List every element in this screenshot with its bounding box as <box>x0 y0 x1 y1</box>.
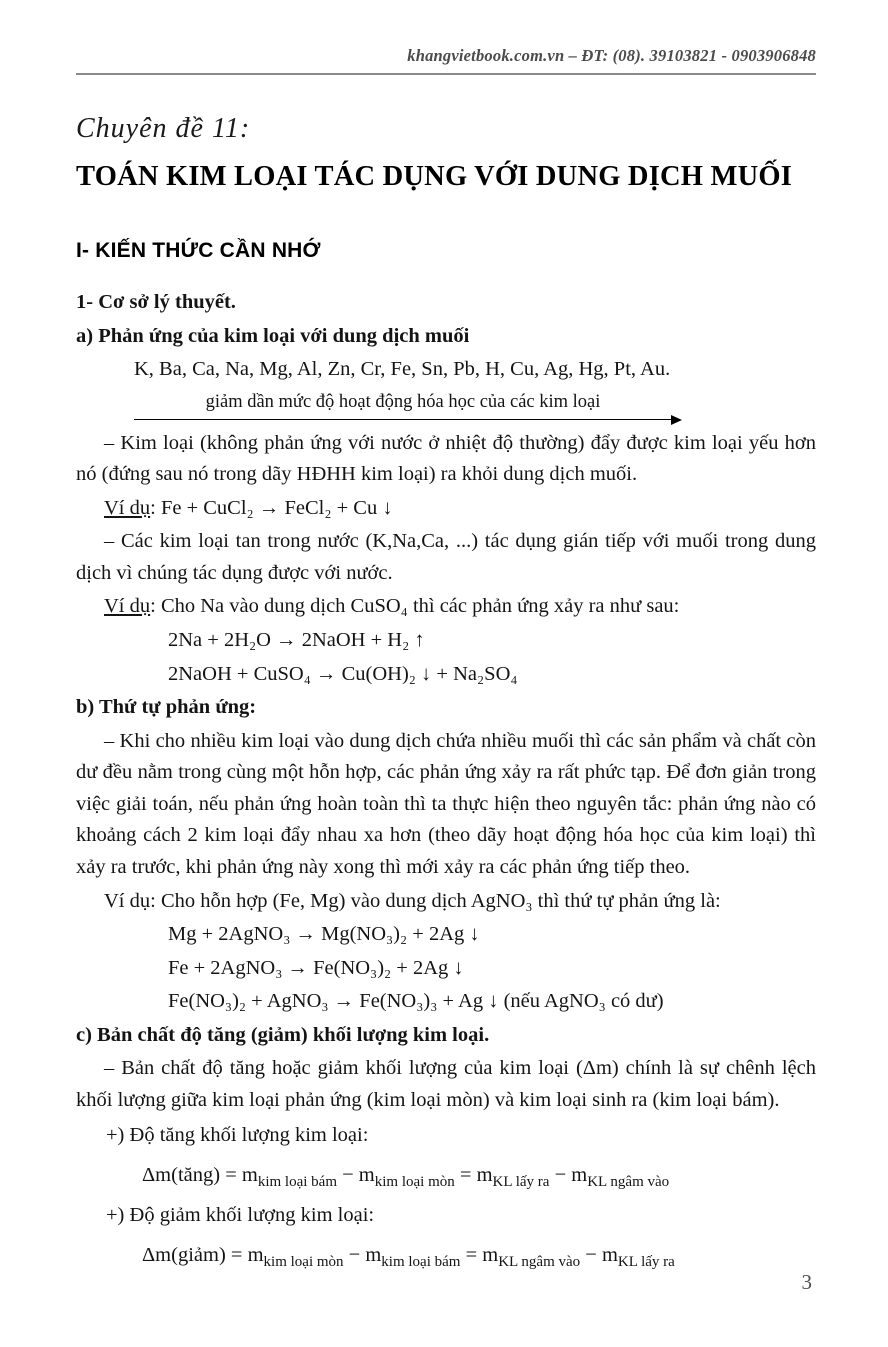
example-text: Cho hỗn hợp (Fe, Mg) vào dung dịch AgNO₃ thì thứ tự phản ứng là: <box>155 889 721 912</box>
part-c-heading: c) Bản chất độ tăng (giảm) khối lượng kim loại. <box>76 1023 490 1046</box>
example-label: Ví dụ <box>104 496 151 519</box>
formula-subscript: kim loại mòn <box>374 1174 455 1191</box>
subsection-heading: 1- Cơ sở lý thuyết. <box>76 291 236 313</box>
page-title: TOÁN KIM LOẠI TÁC DỤNG VỚI DUNG DỊCH MUỐI <box>76 161 793 192</box>
part-c-paragraph: – Bản chất độ tăng hoặc giảm khối lượng của kim loại (Δm) chính là sự chênh lệch khối lượng giữa kim loại phản ứng (kim loại mòn) và kim loại sinh ra (kim loại bám). <box>76 1057 816 1111</box>
arrow-right-icon <box>671 415 682 425</box>
part-a-example-2 <box>76 591 816 623</box>
activity-series-arrow <box>134 390 682 420</box>
increase-formula <box>142 1160 816 1194</box>
document-content <box>76 287 816 1274</box>
equation: 2NaOH + CuSO₄ → Cu(OH)₂ ↓ + Na₂SO₄ <box>168 662 518 685</box>
formula-text: − m <box>549 1164 588 1187</box>
example-label: Ví dụ: <box>104 889 156 912</box>
part-a-heading: a) Phản ứng của kim loại với dung dịch muối <box>76 324 470 347</box>
part-b-heading: b) Thứ tự phản ứng: <box>76 696 257 719</box>
formula-text: Δm(tăng) = m <box>142 1164 258 1187</box>
section-heading: I- KIẾN THỨC CẦN NHỚ <box>76 239 321 262</box>
part-a-example-1 <box>76 493 816 525</box>
formula-subscript: KL ngâm vào <box>498 1253 581 1270</box>
formula-text: Δm(giảm) = m <box>142 1243 264 1266</box>
increase-label: +) Độ tăng khối lượng kim loại: <box>106 1124 369 1147</box>
header-site-info: khangvietbook.com.vn – ĐT: (08). 39103821 - 0903906848 <box>76 46 816 75</box>
equation: 2Na + 2H₂O → 2NaOH + H₂ ↑ <box>168 629 425 652</box>
formula-subscript: KL lấy ra <box>492 1174 550 1191</box>
part-a-bullet-2: – Các kim loại tan trong nước (K,Na,Ca, ...) tác dụng gián tiếp với muối trong dung dịch vì chúng tác dụng được với nước. <box>76 530 816 584</box>
page-number: 3 <box>801 1270 812 1294</box>
example-label: Ví dụ <box>104 595 151 618</box>
equation: Fe(NO₃)₂ + AgNO₃ → Fe(NO₃)₃ + Ag ↓ (nếu AgNO₃ có dư) <box>168 990 664 1013</box>
formula-subscript: KL lấy ra <box>617 1253 675 1270</box>
part-b-example <box>76 886 816 918</box>
formula-subscript: KL ngâm vào <box>587 1174 670 1191</box>
part-b-paragraph: – Khi cho nhiều kim loại vào dung dịch chứa nhiều muối thì các sản phẩm và chất còn dư đều nằm trong cùng một hỗn hợp, các phản ứng xảy ra rất phức tạp. Để đơn giản trong việc giải toán, nếu phản ứng hoàn toàn thì ta thực hiện theo nguyên tắc: phản ứng nào có khoảng cách 2 kim loại đẩy nhau xa hơn (theo dãy hoạt động hóa học của kim loại) thì xảy ra trước, khi phản ứng này xong thì mới xảy ra các phản ứng tiếp theo. <box>76 729 816 878</box>
formula-text: = m <box>454 1164 493 1187</box>
formula-text: = m <box>460 1243 499 1266</box>
equation: Fe + 2AgNO₃ → Fe(NO₃)₂ + 2Ag ↓ <box>168 956 464 979</box>
formula-subscript: kim loại mòn <box>263 1253 344 1270</box>
activity-arrow-caption: giảm dần mức độ hoạt động hóa học của các kim loại <box>134 390 672 420</box>
part-a-bullet-1: – Kim loại (không phản ứng với nước ở nhiệt độ thường) đẩy được kim loại yếu hơn nó (đứng sau nó trong dãy HĐHH kim loại) ra khỏi dung dịch muối. <box>76 431 816 486</box>
example-text: : Fe + CuCl₂ → FeCl₂ + Cu ↓ <box>150 496 393 519</box>
metal-activity-series: K, Ba, Ca, Na, Mg, Al, Zn, Cr, Fe, Sn, Pb, H, Cu, Ag, Hg, Pt, Au. <box>134 358 671 381</box>
chapter-label: Chuyên đề 11: <box>76 113 251 144</box>
decrease-label: +) Độ giảm khối lượng kim loại: <box>106 1204 375 1227</box>
formula-subscript: kim loại bám <box>381 1253 461 1270</box>
decrease-formula <box>142 1240 816 1274</box>
equation: Mg + 2AgNO₃ → Mg(NO₃)₂ + 2Ag ↓ <box>168 923 480 946</box>
formula-text: − m <box>337 1164 375 1187</box>
formula-text: − m <box>343 1243 382 1266</box>
example-text: : Cho Na vào dung dịch CuSO₄ thì các phản ứng xảy ra như sau: <box>150 595 680 618</box>
formula-text: − m <box>580 1243 618 1266</box>
formula-subscript: kim loại bám <box>257 1174 337 1191</box>
